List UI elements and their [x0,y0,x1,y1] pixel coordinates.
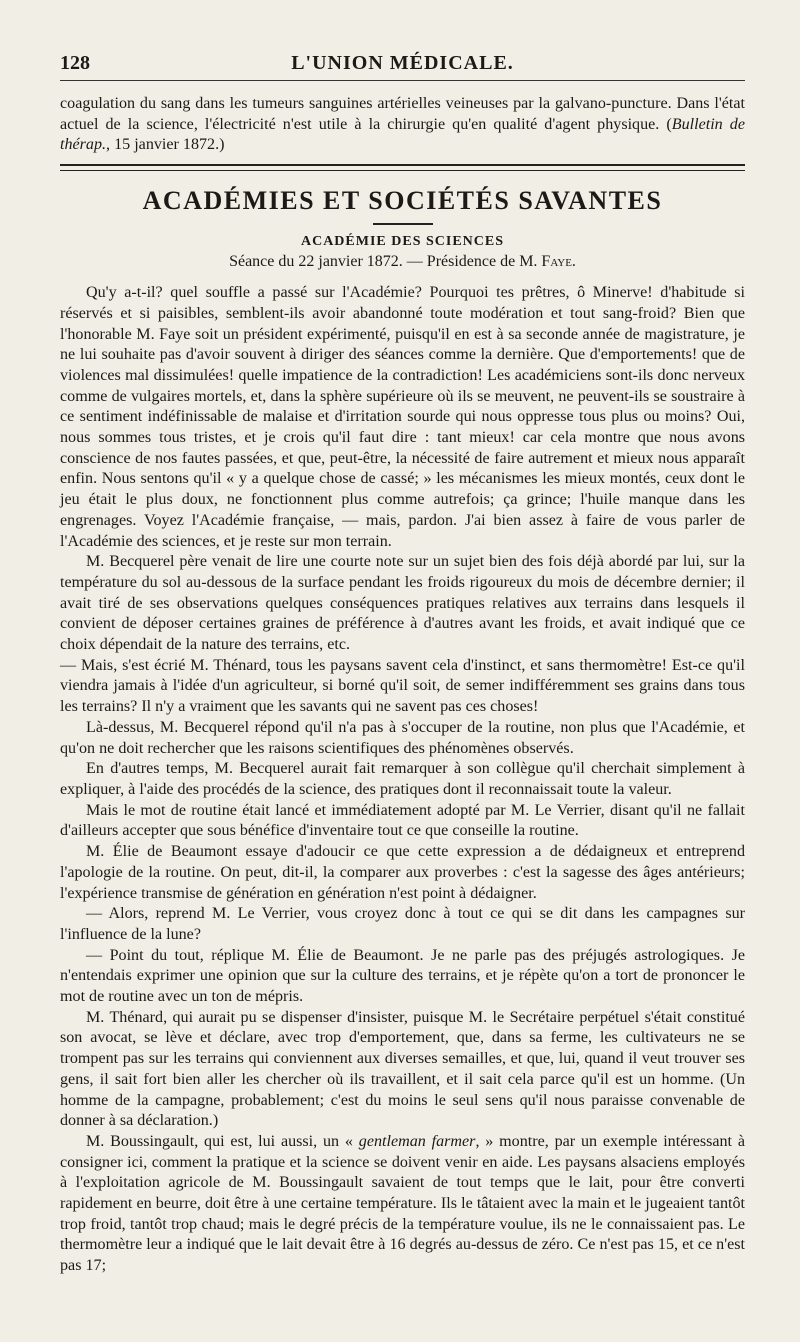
intro-citation: Bulletin de thérap. [60,115,745,154]
session-text-after: . [571,253,576,271]
intro-paragraph [60,94,745,156]
paragraph-11-italic: gentleman farmer [358,1132,476,1150]
header-rule [60,80,745,81]
page-number: 128 [60,52,90,74]
running-title: L'UNION MÉDICALE. [291,52,514,74]
paragraph-5: En d'autres temps, M. Becquerel aurait fait remarquer à son collègue qu'il cherchait simplement à expliquer, à l'aide des procédés de la science, des pratiques dont il reconnaissait toute la valeur. [60,760,745,798]
paragraph-9: — Point du tout, réplique M. Élie de Beaumont. Je ne parle pas des préjugés astrologiques. Je n'entendais exprimer une opinion que sur la culture des terrains, et je répète qu'on a tort de prononcer le mot de routine avec un ton de mépris. [60,946,745,1006]
paragraph-1: Qu'y a-t-il? quel souffle a passé sur l'Académie? Pourquoi tes prêtres, ô Minerve! d'habitude si réservés et si paisibles, semblent-ils avoir abandonné toute modération et tout sang-froid? Bien que l'honorable M. Faye soit un président expérimenté, puisqu'il en est à sa seconde année de magistrature, je ne lui souhaite pas d'avoir souvent à diriger des séances comme la dernière. Que d'emportements! que de violences mal dissimulées! quelle impatience de la contradiction! Les académiciens sont-ils donc nerveux comme de vulgaires mortels, et, dans la sphère supérieure où ils se meuvent, ne peuvent-ils se soustraire à ce sentiment indéfinissable de malaise et d'irritation sourde qui nous oppresse tous plus ou moins? Oui, nous sommes tous tristes, et je crois qu'il faut dire : tant mieux! car cela montre que nous avons conscience de nos fautes passées, et que, peut-être, la nécessité de faire autrement et mieux nous apparaît enfin. Nous sentons qu'il « y a quelque chose de cassé; » les mécanismes les mieux montés, ceux dont le jeu était le plus doux, ne fonctionnent plus comme autrefois; ça grince; l'huile manque dans les engrenages. Voyez l'Académie française, — mais, pardon. J'ai bien assez à faire de vous parler de l'Académie des sciences, et je reste sur mon terrain. [60,284,745,550]
intro-text-before: coagulation du sang dans les tumeurs sanguines artérielles veineuses par la galvano-puncture. Dans l'état actuel de la science, l'électricité n'est utile à la chirurgie qu'en qualité d'agent physique. ( [60,95,745,133]
section-divider [60,164,745,171]
paragraph-3: — Mais, s'est écrié M. Thénard, tous les paysans savent cela d'instinct, et sans thermomètre! Est-ce qu'il viendra jamais à l'idée d'un agriculteur, si borné qu'il soit, de semer indifféremment ses grains dans tous les terrains? Il n'y a vraiment que les savants qui ne savent pas ces choses! [60,656,745,716]
paragraph-6: Mais le mot de routine était lancé et immédiatement adopté par M. Le Verrier, disant qu'il ne fallait d'ailleurs accepter que sous bénéfice d'inventaire tout ce que conseille la routine. [60,801,745,840]
paragraph-7: M. Élie de Beaumont essaye d'adoucir ce que cette expression a de dédaigneux et entreprend l'apologie de la routine. On peut, dit-il, la comparer aux proverbes : c'est la sagesse des âges antérieurs; l'expérience transmise de génération en génération n'est point à dédaigner. [60,843,745,902]
section-title: ACADÉMIES ET SOCIÉTÉS SAVANTES [142,186,663,216]
president-name: Faye [541,253,572,271]
paragraph-10: M. Thénard, qui aurait pu se dispenser d'insister, puisque M. le Secrétaire perpétuel s'était constitué son avocat, se lève et déclare, avec trop d'emportement, que, dans sa ferme, les cultivateurs ne se trompent pas sur les terrains qui conviennent aux diverses semailles, et que, lui, quand il veut trouver ses gens, il sait fort bien aller les chercher où ils travaillent, et il sait cela parce qu'il est un homme. (Un homme de la campagne, probablement; c'est du moins le seul sens qu'il nous paraisse convenable de donner à sa déclaration.) [60,1008,745,1130]
title-rule [373,223,433,225]
paragraph-2: M. Becquerel père venait de lire une courte note sur un sujet bien des fois déjà abordé par lui, sur la température du sol au-dessous de la surface pendant les froids rigoureux du mois de décembre dernier; il avait tiré de ses observations quelques conséquences pratiques relatives aux terrains dans lesquels il convient de déposer certaines graines de préférence à d'autres avant les froids, et avait indiqué que ce choix dépendait de la nature des terrains, etc. [60,553,745,654]
paragraph-4: Là-dessus, M. Becquerel répond qu'il n'a pas à s'occuper de la routine, non plus que l'Académie, et qu'on ne doit rechercher que les raisons scientifiques des phénomènes observés. [60,718,745,757]
paragraph-11-before: M. Boussingault, qui est, lui aussi, un « [86,1132,359,1150]
paragraph-8: — Alors, reprend M. Le Verrier, vous croyez donc à tout ce qui se dit dans les campagnes sur l'influence de la lune? [60,905,745,943]
subsection-title: ACADÉMIE DES SCIENCES [300,234,505,250]
paragraph-11-after: , » montre, par un exemple intéressant à consigner ici, comment la pratique et la science se doivent venir en aide. Les paysans alsaciens employés à l'exploitation agricole de M. Boussingault savaient de tout temps que le lait, pour être converti rapidement en beurre, doit être à une certaine température. Ils le tâtaient avec la main et le jugeaient tantôt trop froid, tantôt trop chaud; mais le degré précis de la température voulue, ils ne le connaissaient pas. Le thermomètre leur a indiqué que le lait devait être à 16 degrés au-dessus de zéro. Ce n'est pas 15, et ce n'est pas 17; [60,1132,745,1275]
page-header [60,52,745,82]
session-text-before: Séance du 22 janvier 1872. — Présidence de M. [229,253,542,271]
intro-text-after: , 15 janvier 1872.) [106,136,225,154]
session-line [60,251,745,273]
text-column [60,94,745,1277]
paragraph-11 [60,1132,745,1277]
